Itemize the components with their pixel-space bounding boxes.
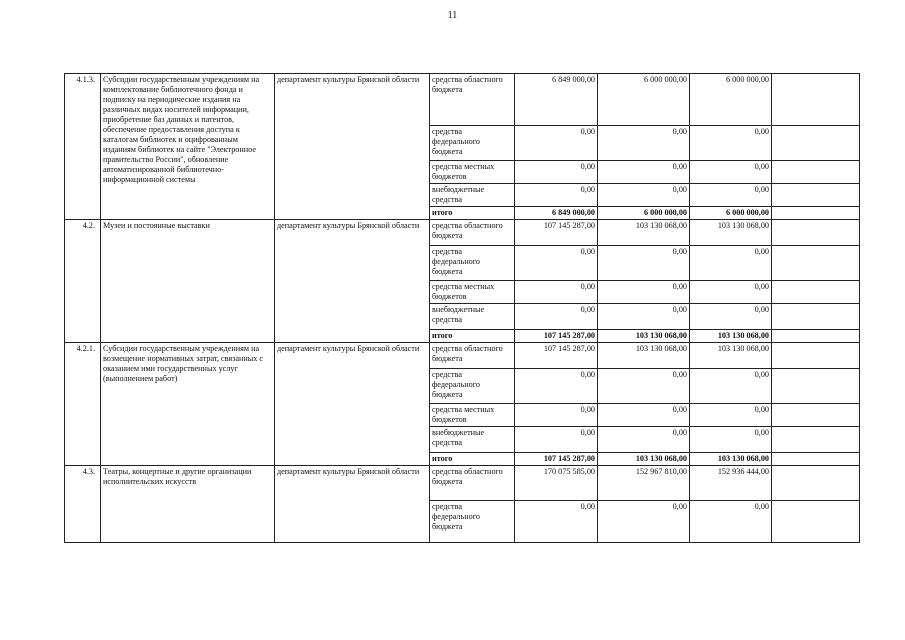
value-col-1: 107 145 287,00: [515, 330, 598, 343]
value-col-3: 103 130 068,00: [690, 330, 772, 343]
value-col-1: 0,00: [515, 501, 598, 543]
value-col-1: 0,00: [515, 304, 598, 330]
value-col-1: 0,00: [515, 161, 598, 184]
value-col-1: 0,00: [515, 246, 598, 281]
value-col-2: 0,00: [598, 427, 690, 453]
value-col-1: 0,00: [515, 281, 598, 304]
table-row: [65, 220, 860, 246]
value-col-2: 0,00: [598, 246, 690, 281]
value-col-3: 0,00: [690, 369, 772, 404]
value-col-2: 152 967 810,00: [598, 466, 690, 501]
value-col-2: 103 130 068,00: [598, 343, 690, 369]
value-col-2: 0,00: [598, 184, 690, 207]
empty-cell: [772, 466, 860, 501]
funding-source: средства местных бюджетов: [430, 404, 515, 427]
funding-source: внебюджетные средства: [430, 184, 515, 207]
item-executor: департамент культуры Брянской области: [275, 74, 430, 220]
item-number: 4.3.: [65, 466, 101, 543]
value-col-3: 103 130 068,00: [690, 453, 772, 466]
table-row: [65, 74, 860, 126]
empty-cell: [772, 453, 860, 466]
value-col-3: 6 000 000,00: [690, 74, 772, 126]
funding-source: средства областного бюджета: [430, 74, 515, 126]
value-col-1: 0,00: [515, 427, 598, 453]
table-row: [65, 466, 860, 501]
item-executor: департамент культуры Брянской области: [275, 220, 430, 343]
value-col-2: 0,00: [598, 304, 690, 330]
value-col-2: 0,00: [598, 126, 690, 161]
empty-cell: [772, 220, 860, 246]
empty-cell: [772, 161, 860, 184]
empty-cell: [772, 501, 860, 543]
value-col-3: 0,00: [690, 304, 772, 330]
item-name: Театры, концертные и другие организации исполнительских искусств: [101, 466, 275, 543]
empty-cell: [772, 126, 860, 161]
value-col-3: 0,00: [690, 161, 772, 184]
value-col-2: 0,00: [598, 404, 690, 427]
value-col-3: 103 130 068,00: [690, 343, 772, 369]
empty-cell: [772, 304, 860, 330]
funding-source: внебюджетные средства: [430, 304, 515, 330]
empty-cell: [772, 74, 860, 126]
value-col-2: 103 130 068,00: [598, 330, 690, 343]
value-col-1: 0,00: [515, 126, 598, 161]
funding-source: итого: [430, 453, 515, 466]
value-col-2: 6 000 000,00: [598, 74, 690, 126]
empty-cell: [772, 207, 860, 220]
value-col-1: 0,00: [515, 404, 598, 427]
funding-source: итого: [430, 330, 515, 343]
value-col-2: 0,00: [598, 501, 690, 543]
funding-source: средства областного бюджета: [430, 343, 515, 369]
empty-cell: [772, 343, 860, 369]
value-col-3: 152 936 444,00: [690, 466, 772, 501]
empty-cell: [772, 281, 860, 304]
funding-source: средства местных бюджетов: [430, 281, 515, 304]
funding-source: средства местных бюджетов: [430, 161, 515, 184]
item-name: Субсидии государственным учреждениям на комплектование библиотечного фонда и подписку на периодические издания на различных видах носителей информации, приобретение баз данных и патентов, обеспечение предоставления доступа к каталогам библиотек и оцифрованным изданиям библиотек на сайте "Электронное правительство России", обновление автоматизированной библиотечно-информационной системы: [101, 74, 275, 220]
budget-table: [64, 73, 860, 543]
funding-source: итого: [430, 207, 515, 220]
item-executor: департамент культуры Брянской области: [275, 343, 430, 466]
value-col-3: 0,00: [690, 404, 772, 427]
value-col-3: 103 130 068,00: [690, 220, 772, 246]
item-number: 4.2.1.: [65, 343, 101, 466]
value-col-2: 0,00: [598, 281, 690, 304]
value-col-1: 107 145 287,00: [515, 453, 598, 466]
item-name: Музеи и постоянные выставки: [101, 220, 275, 343]
empty-cell: [772, 330, 860, 343]
value-col-2: 0,00: [598, 369, 690, 404]
value-col-3: 6 000 000,00: [690, 207, 772, 220]
empty-cell: [772, 246, 860, 281]
empty-cell: [772, 184, 860, 207]
item-number: 4.2.: [65, 220, 101, 343]
value-col-3: 0,00: [690, 184, 772, 207]
value-col-1: 170 075 585,00: [515, 466, 598, 501]
empty-cell: [772, 427, 860, 453]
value-col-1: 6 849 000,00: [515, 74, 598, 126]
table-body: [65, 74, 860, 543]
value-col-2: 0,00: [598, 161, 690, 184]
value-col-3: 0,00: [690, 501, 772, 543]
value-col-2: 103 130 068,00: [598, 453, 690, 466]
value-col-1: 107 145 287,00: [515, 343, 598, 369]
item-executor: департамент культуры Брянской области: [275, 466, 430, 543]
page-number: 11: [447, 10, 458, 21]
value-col-1: 0,00: [515, 369, 598, 404]
item-number: 4.1.3.: [65, 74, 101, 220]
value-col-3: 0,00: [690, 246, 772, 281]
funding-source: средства федерального бюджета: [430, 369, 515, 404]
funding-source: средства федерального бюджета: [430, 246, 515, 281]
value-col-2: 103 130 068,00: [598, 220, 690, 246]
value-col-3: 0,00: [690, 427, 772, 453]
value-col-1: 107 145 287,00: [515, 220, 598, 246]
funding-source: внебюджетные средства: [430, 427, 515, 453]
value-col-3: 0,00: [690, 281, 772, 304]
value-col-1: 6 849 000,00: [515, 207, 598, 220]
funding-source: средства федерального бюджета: [430, 501, 515, 543]
empty-cell: [772, 404, 860, 427]
value-col-2: 6 000 000,00: [598, 207, 690, 220]
funding-source: средства федерального бюджета: [430, 126, 515, 161]
table-row: [65, 343, 860, 369]
value-col-1: 0,00: [515, 184, 598, 207]
funding-source: средства областного бюджета: [430, 220, 515, 246]
value-col-3: 0,00: [690, 126, 772, 161]
empty-cell: [772, 369, 860, 404]
item-name: Субсидии государственным учреждениям на возмещение нормативных затрат, связанных с оказанием ими государственных услуг (выполнением работ): [101, 343, 275, 466]
funding-source: средства областного бюджета: [430, 466, 515, 501]
